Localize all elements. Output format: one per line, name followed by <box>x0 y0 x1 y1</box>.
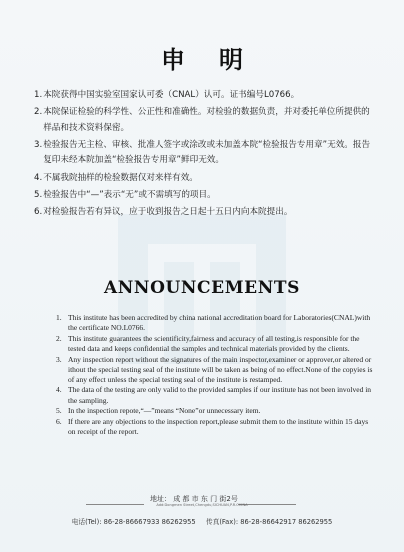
chinese-statements-list <box>34 88 374 223</box>
chinese-statement-number: 5. <box>34 189 43 200</box>
english-statement-number: 1. <box>56 313 62 322</box>
chinese-statement-text: 不属我院抽样的检验数据仅对来样有效。 <box>43 172 198 183</box>
english-statement-6 <box>56 417 374 437</box>
english-statement-5 <box>56 406 374 416</box>
chinese-statement-number: 1. <box>34 90 43 100</box>
chinese-statement-text: 检验报告无主检、审核、批准人签字或涂改或未加盖本院“检验报告专用章”无效。报告复印未经本院加盖“检验报告专用章”鲜印无效。 <box>43 139 371 166</box>
chinese-statement-text: 对检验报告若有异议，应于收到报告之日起十五日内向本院提出。 <box>43 207 293 218</box>
title-chinese: 申明 <box>161 45 277 74</box>
footer-contact <box>0 516 404 526</box>
english-statement-text: If there are any objections to the inspection report,please submit them to the institute within 15 days on receipt of the report. <box>68 416 369 436</box>
chinese-statement-1 <box>34 88 374 103</box>
english-statement-4 <box>56 385 374 405</box>
english-statement-1 <box>56 313 374 333</box>
chinese-statement-3 <box>34 138 374 168</box>
footer-address-english: Add:Dongmen Street,Chengdu,SICHUAN,P.R.CHINA <box>156 503 248 507</box>
english-statement-2 <box>56 334 374 354</box>
chinese-statement-6 <box>34 205 374 220</box>
fax-label: 传真(Fax): <box>205 518 239 526</box>
fax-value: 86-28-86642917 86262955 <box>240 518 333 526</box>
english-statement-number: 3. <box>56 354 62 364</box>
chinese-statement-number: 3. <box>34 139 43 150</box>
english-statement-number: 6. <box>56 416 62 426</box>
title-english: ANNOUNCEMENTS <box>104 278 300 298</box>
english-statement-text: The data of the testing are only valid to the provided samples if our institute has not been involved in the sampling. <box>68 385 372 405</box>
english-statement-text: Any inspection report without the signatures of the main inspector,examiner or approver,or altered or ithout the special testing seal of the institute will be taken as being of no effect.None of the copyies is of any effect unless the special testing seal of the institute is restamped. <box>68 354 373 384</box>
english-statement-number: 5. <box>56 406 62 416</box>
chinese-statement-number: 4. <box>34 172 43 183</box>
english-statement-number: 4. <box>56 385 62 395</box>
english-statement-3 <box>56 355 374 385</box>
chinese-statement-2 <box>34 105 374 135</box>
phone-label: 电话(Tel): <box>71 518 102 526</box>
chinese-statement-5 <box>34 188 374 203</box>
english-statement-text: This institute guarantees the scientificity,fairness and accuracy of all testing,is responsible for the tested data and keeps confidential the samples and technical materials provided by the clients. <box>68 333 360 353</box>
chinese-statement-text: 本院获得中国实验室国家认可委（CNAL）认可。证书编号L0766。 <box>43 90 300 100</box>
english-statement-text: In the inspection repote,“—”means “None”or unnecessary item. <box>68 406 261 416</box>
english-statement-number: 2. <box>56 333 62 343</box>
chinese-statement-4 <box>34 171 374 186</box>
english-statement-text: This institute has been accredited by china national accreditation board for Laboratories(CNAL)with the certificate NO.L0766. <box>68 313 371 333</box>
chinese-statement-number: 6. <box>34 207 43 218</box>
address-value: 成 都 市 东 门 街2号 <box>173 495 238 503</box>
chinese-statement-text: 本院保证检验的科学性、公正性和准确性。对检验的数据负责，并对委托单位所提供的样品和技术资料保密。 <box>43 107 370 133</box>
english-statements-list <box>56 313 374 438</box>
chinese-statement-number: 2. <box>34 107 43 118</box>
phone-value: 86-28-86667933 86262955 <box>103 518 196 526</box>
address-label: 地址： <box>150 495 171 503</box>
chinese-statement-text: 检验报告中“—”表示“无”或不需填写的项目。 <box>43 189 216 200</box>
